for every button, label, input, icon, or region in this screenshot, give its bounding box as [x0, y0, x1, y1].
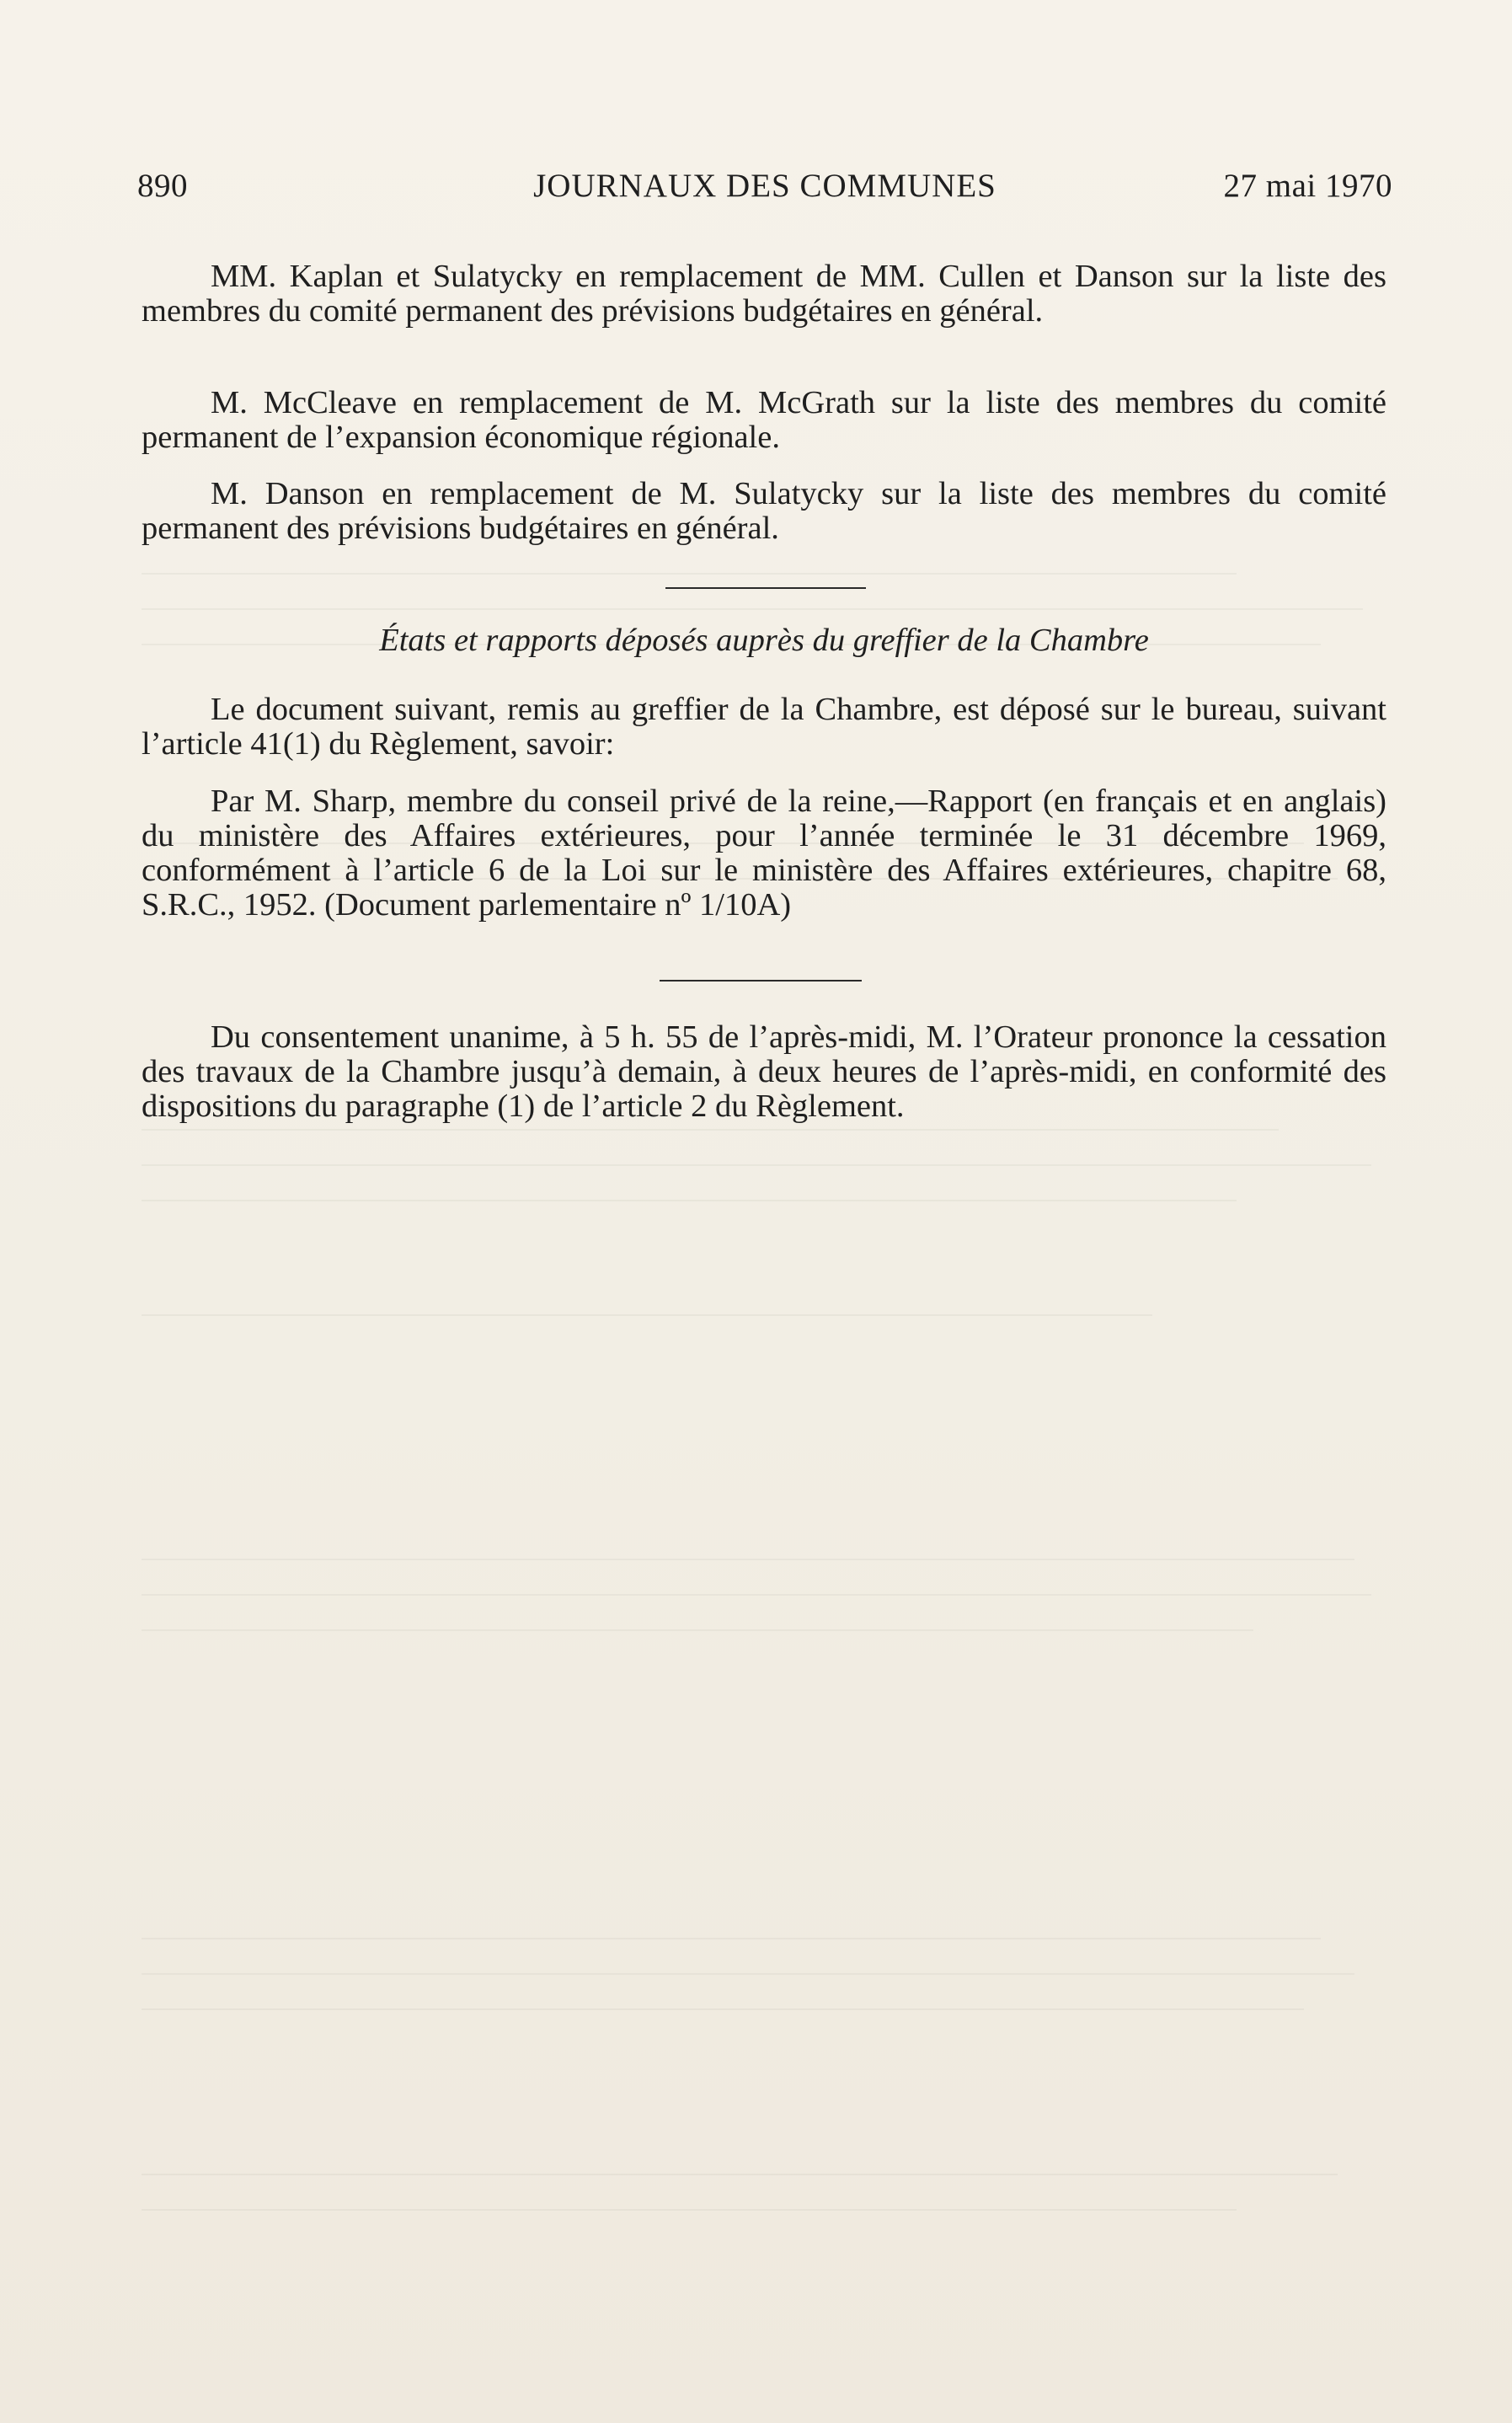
- journal-title: JOURNAUX DES COMMUNES: [533, 168, 996, 204]
- section-divider: [665, 587, 866, 589]
- page-header: [137, 167, 1392, 211]
- section-divider: [660, 980, 862, 982]
- paragraph-danson: M. Danson en remplacement de M. Sulatycky sur la liste des membres du comité permanent des prévisions budgétaires en général.: [142, 476, 1386, 546]
- paragraph-mccleave: M. McCleave en remplacement de M. McGrath sur la liste des membres du comité permanent de l’expansion économique régionale.: [142, 385, 1386, 455]
- paragraph-sharp-report: Par M. Sharp, membre du conseil privé de la reine,—Rapport (en français et en anglais) du ministère des Affaires extérieures, pour l’année terminée le 31 décembre 1969, conformément à l’article 6 de la Loi sur le ministère des Affaires extérieures, chapitre 68, S.R.C., 1952. (Document parlementaire nº 1/10A): [142, 784, 1386, 923]
- paragraph-document-deposited: Le document suivant, remis au greffier de la Chambre, est déposé sur le bureau, suivant l’article 41(1) du Règlement, savoir:: [142, 692, 1386, 762]
- section-title: États et rapports déposés auprès du greffier de la Chambre: [379, 623, 1149, 658]
- paragraph-kaplan-sulatycky: MM. Kaplan et Sulatycky en remplacement de MM. Cullen et Danson sur la liste des membres du comité permanent des prévisions budgétaires en général.: [142, 259, 1386, 329]
- page-number: 890: [137, 168, 188, 204]
- page-date: 27 mai 1970: [1223, 168, 1392, 204]
- paragraph-adjournment: Du consentement unanime, à 5 h. 55 de l’après-midi, M. l’Orateur prononce la cessation des travaux de la Chambre jusqu’à demain, à deux heures de l’après-midi, en conformité des dispositions du paragraphe (1) de l’article 2 du Règlement.: [142, 1019, 1386, 1124]
